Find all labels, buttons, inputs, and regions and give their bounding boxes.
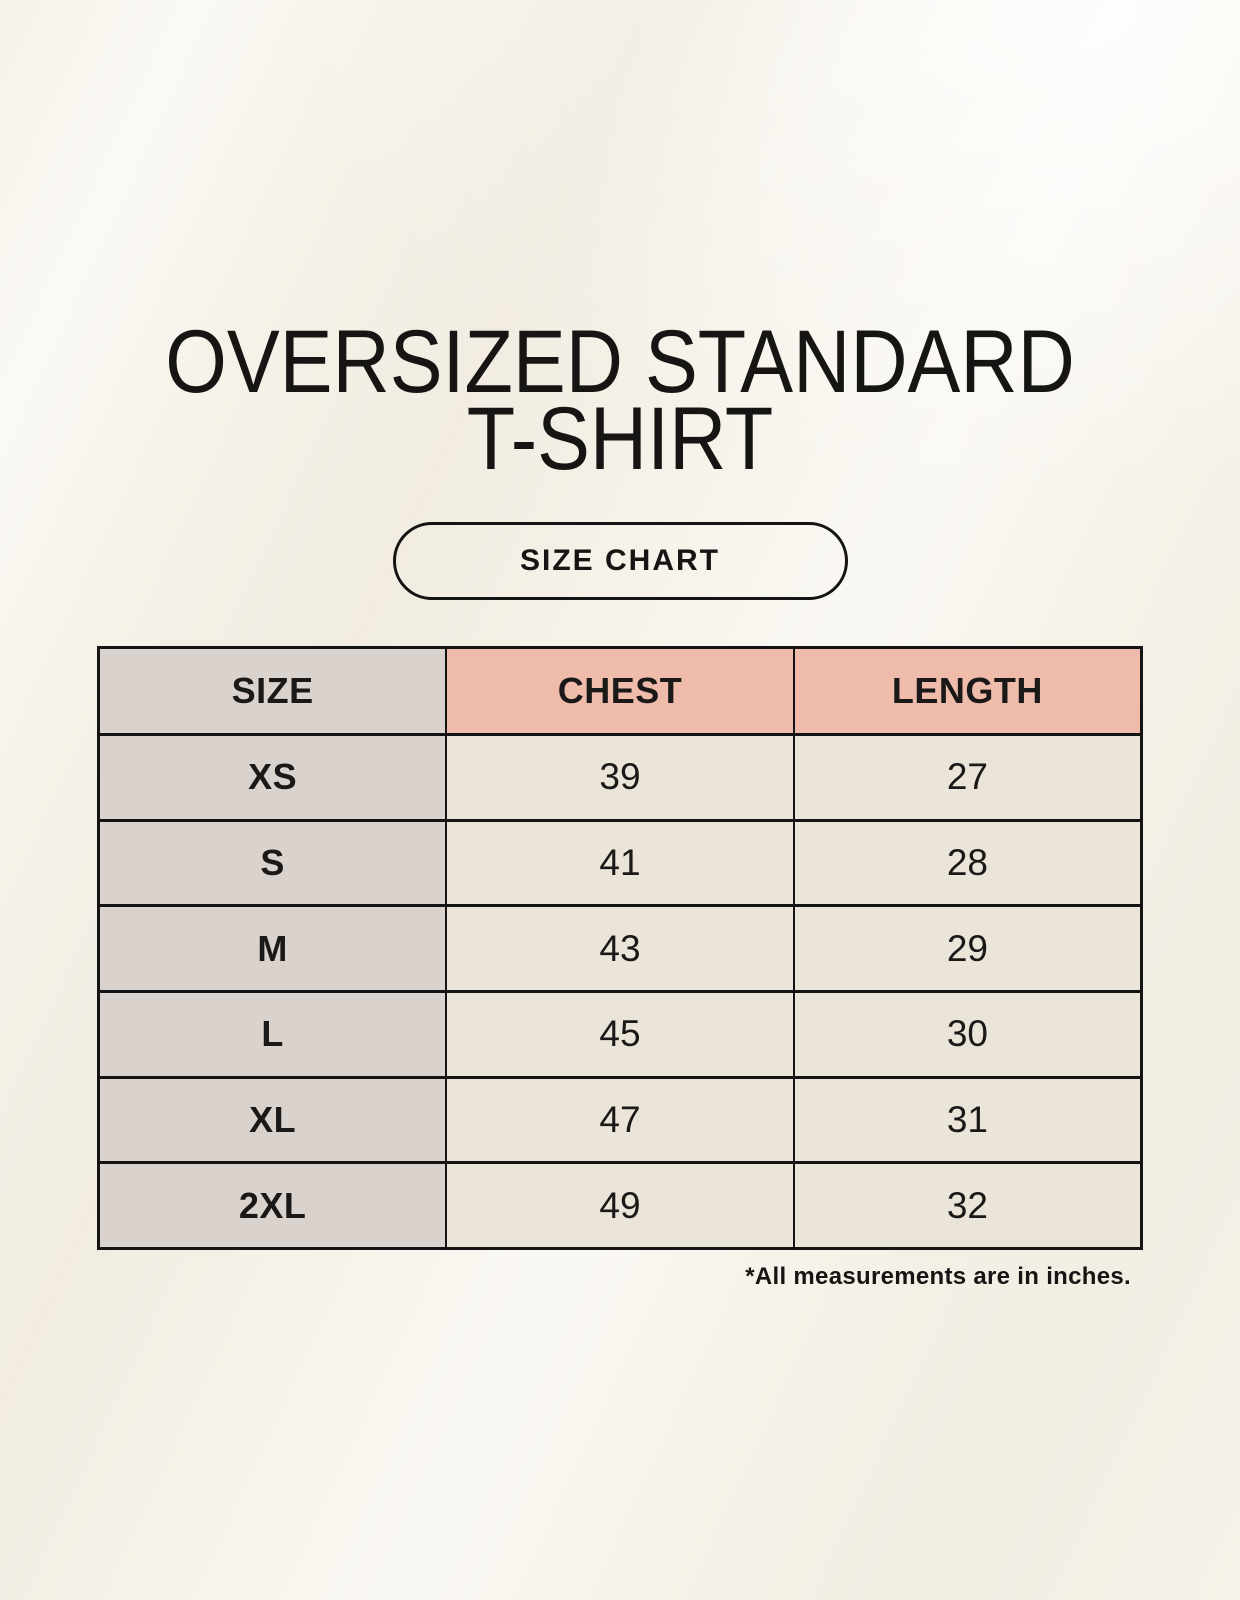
length-cell: 32 xyxy=(794,1163,1142,1249)
size-chart-button[interactable] xyxy=(393,522,848,600)
chest-cell: 49 xyxy=(446,1163,794,1249)
length-cell: 27 xyxy=(794,735,1142,821)
header-cell-chest: CHEST xyxy=(446,648,794,735)
page-title xyxy=(68,0,1172,488)
chest-cell: 47 xyxy=(446,1077,794,1163)
chest-cell: 43 xyxy=(446,906,794,992)
size-cell: 2XL xyxy=(99,1163,447,1249)
table-row-2xl xyxy=(99,1163,1142,1249)
table-header-row xyxy=(99,648,1142,735)
size-chart-button-label: SIZE CHART xyxy=(520,544,720,578)
length-cell: 29 xyxy=(794,906,1142,992)
table-body xyxy=(99,735,1142,1249)
page-title-line-2: T-SHIRT xyxy=(466,387,774,488)
header-cell-length: LENGTH xyxy=(794,648,1142,735)
length-cell: 28 xyxy=(794,820,1142,906)
table-head xyxy=(99,648,1142,735)
table-row-m xyxy=(99,906,1142,992)
table-row-xl xyxy=(99,1077,1142,1163)
length-cell: 30 xyxy=(794,992,1142,1078)
size-chart-table xyxy=(97,646,1143,1250)
size-cell: S xyxy=(99,820,447,906)
measurements-footnote: *All measurements are in inches. xyxy=(745,1263,1131,1291)
page-title-line-1: OVERSIZED STANDARD xyxy=(165,311,1075,411)
table-row-s xyxy=(99,820,1142,906)
chest-cell: 39 xyxy=(446,735,794,821)
chest-cell: 41 xyxy=(446,820,794,906)
size-cell: L xyxy=(99,992,447,1078)
length-cell: 31 xyxy=(794,1077,1142,1163)
size-cell: M xyxy=(99,906,447,992)
table-row-l xyxy=(99,992,1142,1078)
size-cell: XS xyxy=(99,735,447,821)
chest-cell: 45 xyxy=(446,992,794,1078)
table-row-xs xyxy=(99,735,1142,821)
size-cell: XL xyxy=(99,1077,447,1163)
header-cell-size: SIZE xyxy=(99,648,447,735)
